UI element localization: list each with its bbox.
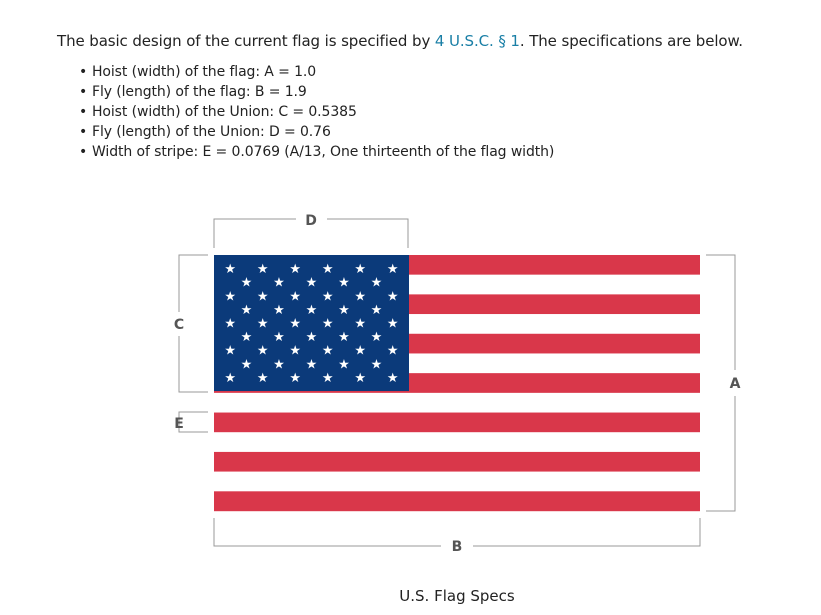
flag-stripe bbox=[214, 491, 700, 511]
star-icon: ★ bbox=[321, 262, 334, 278]
star-icon: ★ bbox=[224, 343, 237, 359]
star-icon: ★ bbox=[386, 343, 399, 359]
star-icon: ★ bbox=[338, 302, 350, 318]
flag-stripe bbox=[214, 413, 700, 433]
star-icon: ★ bbox=[256, 370, 269, 386]
intro-text-before: The basic design of the current flag is specified by bbox=[57, 32, 435, 50]
star-icon: ★ bbox=[354, 262, 367, 278]
star-icon: ★ bbox=[354, 370, 367, 386]
star-icon: ★ bbox=[289, 316, 302, 332]
flag-stripe bbox=[214, 472, 700, 492]
bullet-icon: • bbox=[79, 144, 88, 160]
star-icon: ★ bbox=[370, 357, 383, 373]
spec-text: Fly (length) of the Union: D = 0.76 bbox=[92, 124, 331, 140]
bullet-icon: • bbox=[79, 104, 88, 120]
flag-stripe bbox=[214, 452, 700, 472]
star-icon: ★ bbox=[273, 330, 285, 346]
star-icon: ★ bbox=[386, 316, 399, 332]
star-icon: ★ bbox=[370, 302, 383, 318]
star-icon: ★ bbox=[289, 262, 302, 278]
usc-link[interactable]: 4 U.S.C. § 1 bbox=[434, 32, 520, 50]
label-c: C bbox=[173, 317, 185, 333]
star-icon: ★ bbox=[386, 370, 399, 386]
star-icon: ★ bbox=[321, 343, 334, 359]
label-d: D bbox=[305, 213, 317, 229]
star-icon: ★ bbox=[289, 370, 302, 386]
star-icon: ★ bbox=[256, 316, 269, 332]
star-icon: ★ bbox=[224, 289, 237, 305]
label-e: E bbox=[174, 416, 184, 432]
spec-text: Fly (length) of the flag: B = 1.9 bbox=[92, 84, 307, 100]
bullet-icon: • bbox=[79, 124, 88, 140]
star-icon: ★ bbox=[256, 262, 269, 278]
label-b: B bbox=[451, 539, 463, 555]
star-icon: ★ bbox=[289, 289, 302, 305]
star-icon: ★ bbox=[354, 316, 367, 332]
figure-caption: U.S. Flag Specs bbox=[399, 587, 515, 605]
star-icon: ★ bbox=[305, 302, 318, 318]
intro-text-after: . The specifications are below. bbox=[519, 32, 743, 50]
star-icon: ★ bbox=[305, 330, 318, 346]
bullet-icon: • bbox=[79, 84, 88, 100]
star-icon: ★ bbox=[386, 262, 399, 278]
star-icon: ★ bbox=[289, 343, 302, 359]
star-icon: ★ bbox=[273, 357, 285, 373]
spec-text: Width of stripe: E = 0.0769 (A/13, One thirteenth of the flag width) bbox=[92, 144, 555, 160]
star-icon: ★ bbox=[354, 343, 367, 359]
star-icon: ★ bbox=[321, 370, 334, 386]
star-icon: ★ bbox=[240, 275, 253, 291]
flag-stripe bbox=[214, 432, 700, 452]
bullet-icon: • bbox=[79, 64, 88, 80]
star-icon: ★ bbox=[273, 275, 285, 291]
star-icon: ★ bbox=[240, 330, 253, 346]
star-icon: ★ bbox=[256, 289, 269, 305]
star-icon: ★ bbox=[354, 289, 367, 305]
star-icon: ★ bbox=[224, 316, 237, 332]
star-icon: ★ bbox=[386, 289, 399, 305]
flag-stripe bbox=[214, 393, 700, 413]
star-icon: ★ bbox=[224, 262, 237, 278]
star-icon: ★ bbox=[240, 302, 253, 318]
star-icon: ★ bbox=[338, 275, 350, 291]
label-a: A bbox=[729, 376, 741, 392]
star-icon: ★ bbox=[256, 343, 269, 359]
star-icon: ★ bbox=[370, 275, 383, 291]
star-icon: ★ bbox=[273, 302, 285, 318]
spec-text: Hoist (width) of the Union: C = 0.5385 bbox=[92, 104, 357, 120]
star-icon: ★ bbox=[305, 357, 318, 373]
star-icon: ★ bbox=[338, 330, 350, 346]
star-icon: ★ bbox=[370, 330, 383, 346]
star-icon: ★ bbox=[338, 357, 350, 373]
star-icon: ★ bbox=[321, 316, 334, 332]
star-icon: ★ bbox=[321, 289, 334, 305]
star-icon: ★ bbox=[224, 370, 237, 386]
star-icon: ★ bbox=[305, 275, 318, 291]
spec-text: Hoist (width) of the flag: A = 1.0 bbox=[92, 64, 317, 80]
star-icon: ★ bbox=[240, 357, 253, 373]
